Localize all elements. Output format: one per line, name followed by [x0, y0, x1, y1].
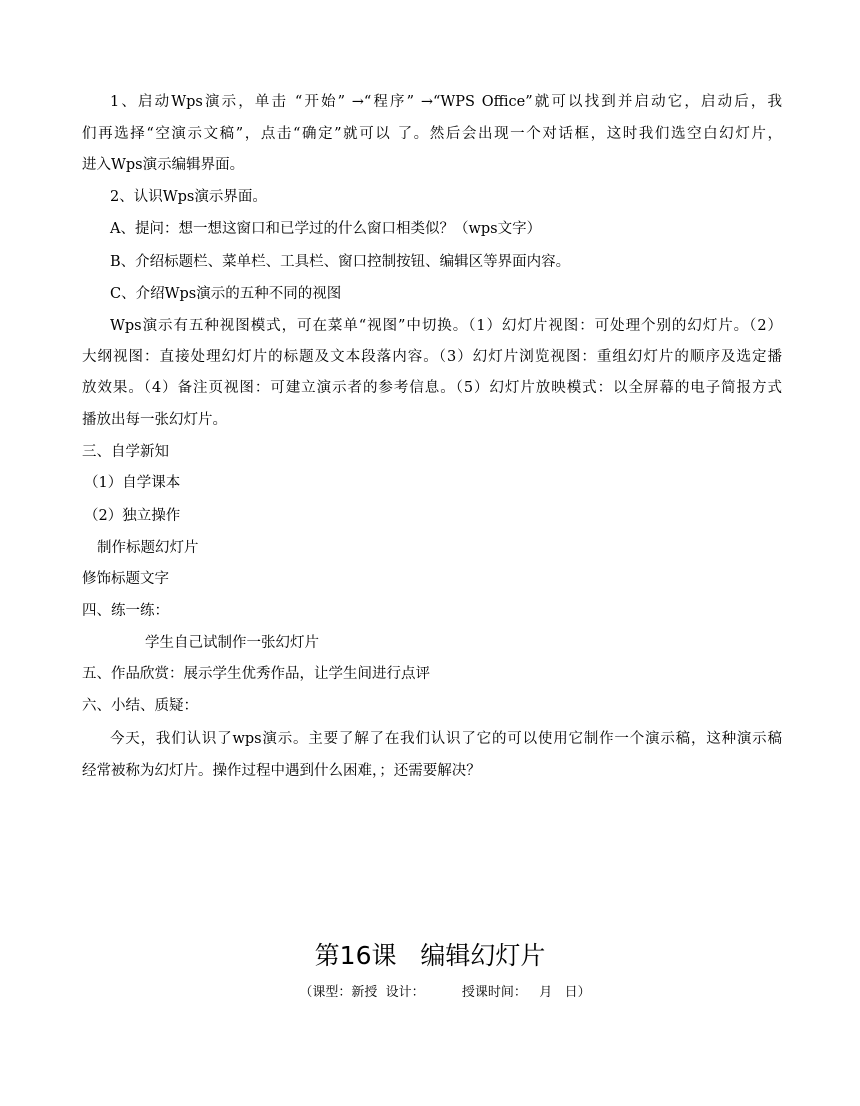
paragraph-line: 2、认识Wps演示界面。: [110, 189, 267, 205]
paragraph-line: A、提问：想一想这窗口和已学过的什么窗口相类似？（wps文字）: [110, 221, 542, 237]
paragraph-line: （1）自学课本: [84, 475, 181, 491]
section-heading: 六、小结、质疑：: [82, 698, 198, 714]
paragraph-line: 大纲视图：直接处理幻灯片的标题及文本段落内容。（3）幻灯片浏览视图：重组幻灯片的顺序及选定播: [82, 349, 782, 365]
section-heading: 四、练一练：: [82, 603, 169, 619]
paragraph-line: B、介绍标题栏、菜单栏、工具栏、窗口控制按钮、编辑区等界面内容。: [110, 254, 571, 270]
paragraph-line: 制作标题幻灯片: [97, 540, 199, 556]
paragraph-line: 播放出每一张幻灯片。: [82, 412, 227, 428]
paragraph-line: 修饰标题文字: [82, 571, 169, 587]
paragraph-line: 今天，我们认识了wps演示。主要了解了在我们认识了它的可以使用它制作一个演示稿，这种演示稿: [110, 731, 782, 747]
paragraph-line: 进入Wps演示编辑界面。: [82, 157, 245, 173]
lesson-subtitle: （课型：新授 设计： 授课时间： 月 日）: [299, 985, 591, 1000]
paragraph-line: 们再选择“空演示文稿”，点击“确定”就可以 了。然后会出现一个对话框，这时我们选空白幻灯片，: [82, 126, 782, 142]
section-heading: 三、自学新知: [82, 444, 169, 460]
paragraph-line: Wps演示有五种视图模式，可在菜单“视图”中切换。（1）幻灯片视图：可处理个别的幻灯片。（2）: [110, 318, 782, 334]
lesson-title: 第16课 编辑幻灯片: [314, 941, 546, 970]
section-heading: 五、作品欣赏：展示学生优秀作品，让学生间进行点评: [82, 666, 430, 682]
paragraph-line: 1、启动Wps演示，单击 “开始” →“程序” →“WPS Office”就可以找到并启动它，启动后，我: [110, 94, 782, 110]
paragraph-line: 放效果。（4）备注页视图：可建立演示者的参考信息。（5）幻灯片放映模式：以全屏幕的电子简报方式: [82, 380, 782, 396]
paragraph-line: 学生自己试制作一张幻灯片: [145, 635, 319, 651]
paragraph-line: 经常被称为幻灯片。操作过程中遇到什么困难，；还需要解决？: [82, 763, 481, 779]
paragraph-line: C、介绍Wps演示的五种不同的视图: [110, 286, 342, 302]
paragraph-line: （2）独立操作: [84, 508, 181, 524]
